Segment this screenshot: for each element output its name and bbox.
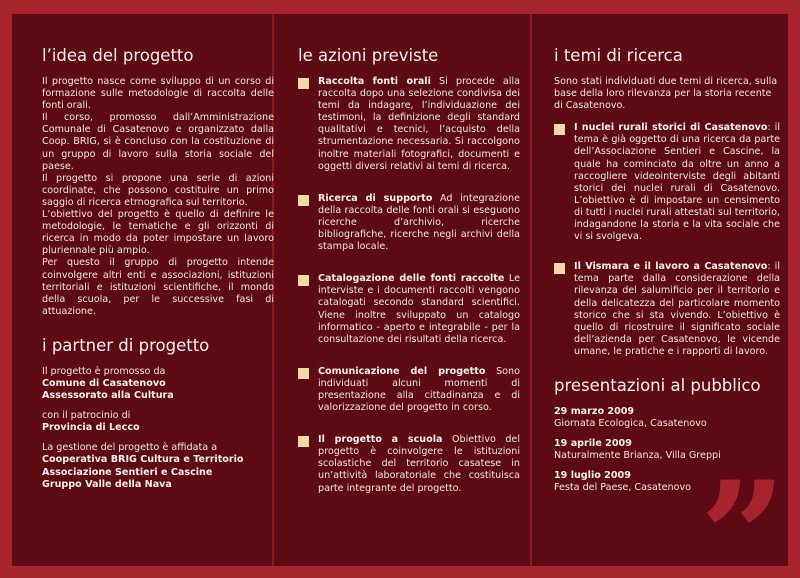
idea-heading: l’idea del progetto xyxy=(42,46,194,65)
action-item xyxy=(298,193,520,253)
partner-group-patronage xyxy=(42,410,274,434)
patronage-label: con il patrocinio di xyxy=(42,410,131,422)
action-item xyxy=(298,434,520,494)
action-item xyxy=(298,366,520,414)
event-date: 29 marzo 2009 xyxy=(554,405,635,417)
square-bullet-icon xyxy=(298,78,309,89)
fold-line-right xyxy=(530,14,532,566)
square-bullet-icon xyxy=(298,436,309,447)
idea-paragraph: L’obiettivo del progetto è quello di definire le metodologie, le tematiche e gli orizzonti di ricerca in modo da poter impostare un lavoro pluriennale più ampio. xyxy=(42,209,274,257)
action-item xyxy=(298,273,520,346)
square-bullet-icon xyxy=(554,263,565,274)
events-heading: presentazioni al pubblico xyxy=(554,375,761,395)
idea-paragraph: Per questo il gruppo di progetto intende coinvolgere altri enti e associazioni, istituzioni territoriali e istituzioni scientifiche, il mondo della scuola, per le successive fasi di attuazione. xyxy=(42,257,274,317)
patron-name: Provincia di Lecco xyxy=(42,422,140,434)
action-title: Catalogazione delle fonti raccolte xyxy=(318,273,505,285)
square-bullet-icon xyxy=(554,124,565,135)
action-text: Le interviste e i documenti raccolti vengono catalogati secondo standard scientifici. Viene inoltre sviluppato un catalogo informatico - aperto e integrabile - per la consultazione dei risultati della ricerca. xyxy=(318,273,520,345)
column-idea-partner xyxy=(42,14,274,499)
event-name: Naturalmente Brianza, Villa Greppi xyxy=(554,450,721,462)
event-item xyxy=(554,406,780,430)
idea-paragraph: Il progetto nasce come sviluppo di un corso di formazione sulle metodologie di raccolta delle fonti orali. xyxy=(42,76,274,112)
theme-text: : il tema parte dalla considerazione della rilevanza del salumificio per il territorio e della delicatezza del particolare momento storico che si sta vivendo. L’obiettivo è quello di ricostruire il significato sociale dell’azienda per Casatenovo, le vicende umane, le pratiche e i rapporti di lavoro. xyxy=(574,261,780,357)
column-actions xyxy=(298,14,520,515)
theme-title: I nuclei rurali storici di Casatenovo xyxy=(574,122,768,134)
action-title: Ricerca di supporto xyxy=(318,192,433,204)
actions-heading: le azioni previste xyxy=(298,46,439,65)
square-bullet-icon xyxy=(298,275,309,286)
action-title: Il progetto a scuola xyxy=(318,434,443,446)
event-name: Festa del Paese, Casatenovo xyxy=(554,482,692,494)
action-text: Obiettivo del progetto è coinvolgere le istituzioni scolastiche del territorio casatese in un’attività laboratoriale che costituisca parte integrante del progetto. xyxy=(318,434,520,494)
partner-heading: i partner di progetto xyxy=(42,335,210,355)
idea-paragraph: Il progetto si propone una serie di azioni coordinate, che possono costituire un primo saggio di ricerca etrnografica sul territorio. xyxy=(42,172,274,208)
event-name: Giornata Ecologica, Casatenovo xyxy=(554,418,707,430)
square-bullet-icon xyxy=(298,195,309,206)
action-text: Ad integrazione della raccolta delle fonti orali si eseguono ricerche d’archivio, ricerche bibliografiche, ricerche negli archivi della stampa locale. xyxy=(318,192,520,253)
theme-title: Il Vismara e il lavoro a Casatenovo xyxy=(574,261,768,273)
themes-intro: Sono stati individuati due temi di ricerca, sulla base della loro rilevanza per la storia recente di Casatenovo. xyxy=(554,76,778,112)
event-date: 19 aprile 2009 xyxy=(554,438,632,450)
action-item xyxy=(298,76,520,173)
theme-text: : il tema è già oggetto di una ricerca da parte dell’Associazione Sentieri e Cascine, la quale ha cominciato da oltre un anno a raccogliere videointerviste degli abitanti storici dei nuclei rurali di Casatenovo. L’obiettivo è di impostare un censimento di tutti i nuclei rurali attestati sul territorio, indagandone la storia e la vita sociale che vi si svolgeva. xyxy=(574,122,781,243)
themes-heading: i temi di ricerca xyxy=(554,46,683,65)
closing-quote-mark: ” xyxy=(699,449,786,578)
square-bullet-icon xyxy=(298,368,309,379)
theme-item xyxy=(554,122,780,243)
theme-item xyxy=(554,261,780,358)
promoter-name: Assessorato alla Cultura xyxy=(42,390,174,402)
action-title: Comunicazione del progetto xyxy=(318,365,486,377)
partner-group-promoters xyxy=(42,366,274,402)
action-text: Sono individuati alcuni momenti di presentazione alla cittadinanza e di valorizzazione del progetto in corso. xyxy=(318,365,520,414)
manager-name: Gruppo Valle della Nava xyxy=(42,478,172,490)
manager-name: Associazione Sentieri e Cascine xyxy=(42,466,213,478)
idea-paragraph: Il corso, promosso dall’Amministrazione Comunale di Casatenovo e organizzato dalla Coop. BRIG, si è concluso con la costituzione di un gruppo di lavoro sulla storia sociale del paese. xyxy=(42,112,274,172)
promoter-name: Comune di Casatenovo xyxy=(42,377,166,389)
action-title: Raccolta fonti orali xyxy=(318,76,431,87)
action-text: Si procede alla raccolta dopo una selezione condivisa dei temi da indagare, l’individuazione dei testimoni, la definizione degli standard qualitativi e tecnici, l’acquisto della strumentazione necessaria. Si raccolgono inoltre materiali fotografici, documenti e oggetti diversi relativi ai temi di ricerca. xyxy=(318,76,520,172)
column-research-themes xyxy=(554,14,780,503)
managed-by-label: La gestione del progetto è affidata a xyxy=(42,442,218,454)
promoted-by-label: Il progetto è promosso da xyxy=(42,365,166,377)
manager-name: Cooperativa BRIG Cultura e Territorio xyxy=(42,454,244,466)
event-date: 19 luglio 2009 xyxy=(554,470,631,482)
partner-list xyxy=(42,366,274,491)
partner-group-managers xyxy=(42,442,274,490)
